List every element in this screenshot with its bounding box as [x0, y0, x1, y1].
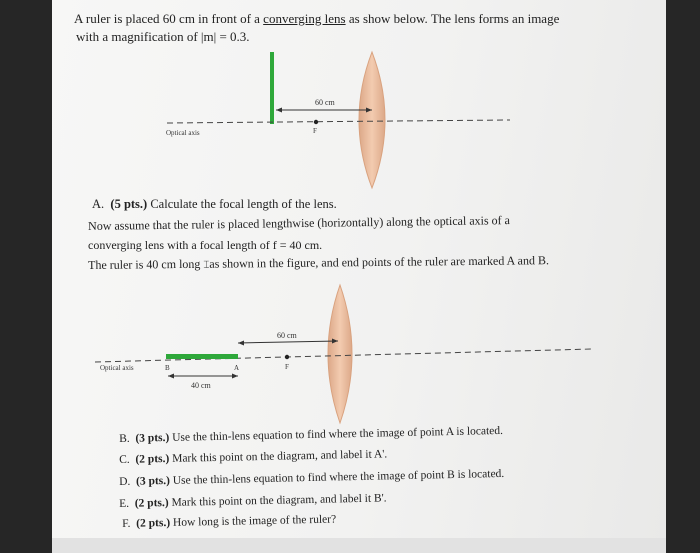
question-text: Mark this point on the diagram, and label it A'.: [172, 448, 388, 465]
setup-line-2: converging lens with a focal length of f = 40 cm.: [88, 238, 323, 252]
question-points: (2 pts.): [134, 496, 169, 510]
question-points: (3 pts.): [135, 474, 171, 488]
figure2-point-a-label: A: [234, 364, 240, 372]
ruler-length-arrow-right: [232, 374, 238, 379]
figure1-distance-label: 60 cm: [315, 98, 335, 107]
question-text: Use the thin-lens equation to find where the image of point A is located.: [172, 424, 504, 444]
figure2-point-b-label: B: [165, 364, 170, 372]
intro-text-underlined: converging lens: [263, 11, 346, 26]
question-text: Mark this point on the diagram, and label it B'.: [171, 492, 387, 509]
focal-point-2: [285, 355, 289, 359]
intro-text-pre: A ruler is placed 60 cm in front of a: [74, 11, 264, 26]
question-letter: B.: [119, 432, 130, 445]
intro-text-post: as show below. The lens forms an image: [345, 11, 560, 26]
part-a-text: Calculate the focal length of the lens.: [150, 197, 337, 211]
text-cursor-icon: ⌶: [203, 259, 210, 271]
setup-line-3-pre: The ruler is 40 cm long: [88, 256, 201, 272]
question-letter: E.: [119, 497, 130, 510]
question-letter: D.: [119, 475, 131, 488]
question-text: Use the thin-lens equation to find where the image of point B is located.: [172, 467, 505, 487]
figure2-ruler-length-label: 40 cm: [191, 381, 211, 390]
ruler-length-arrow-left: [168, 374, 174, 379]
converging-lens-2: [328, 285, 352, 423]
setup-line-3-post: as shown in the figure, and end points of the ruler are marked A and B.: [209, 253, 550, 271]
figure2-optical-axis-label: Optical axis: [100, 364, 134, 372]
ruler-horizontal: [166, 354, 238, 359]
page-bottom-edge: [52, 538, 666, 553]
question-text: How long is the image of the ruler?: [172, 513, 337, 529]
setup-line-1: Now assume that the ruler is placed lengthwise (horizontally) along the optical axis of a: [88, 213, 511, 233]
question-letter: F.: [122, 517, 131, 530]
intro-line-2: with a magnification of |m| = 0.3.: [76, 29, 250, 44]
distance-arrow-left-2: [238, 341, 244, 346]
question-points: (3 pts.): [135, 431, 170, 445]
question-points: (2 pts.): [135, 452, 170, 466]
part-a-points: (5 pts.): [110, 197, 148, 211]
question-letter: C.: [119, 453, 130, 466]
figure2-focal-label: F: [285, 363, 289, 371]
figure1-optical-axis-label: Optical axis: [166, 129, 200, 137]
distance-arrow-line-2: [238, 341, 338, 343]
figure2-distance-label: 60 cm: [277, 331, 297, 340]
question-points: (2 pts.): [136, 516, 171, 530]
figure1-focal-label: F: [313, 127, 317, 135]
part-a-letter: A.: [92, 197, 105, 211]
